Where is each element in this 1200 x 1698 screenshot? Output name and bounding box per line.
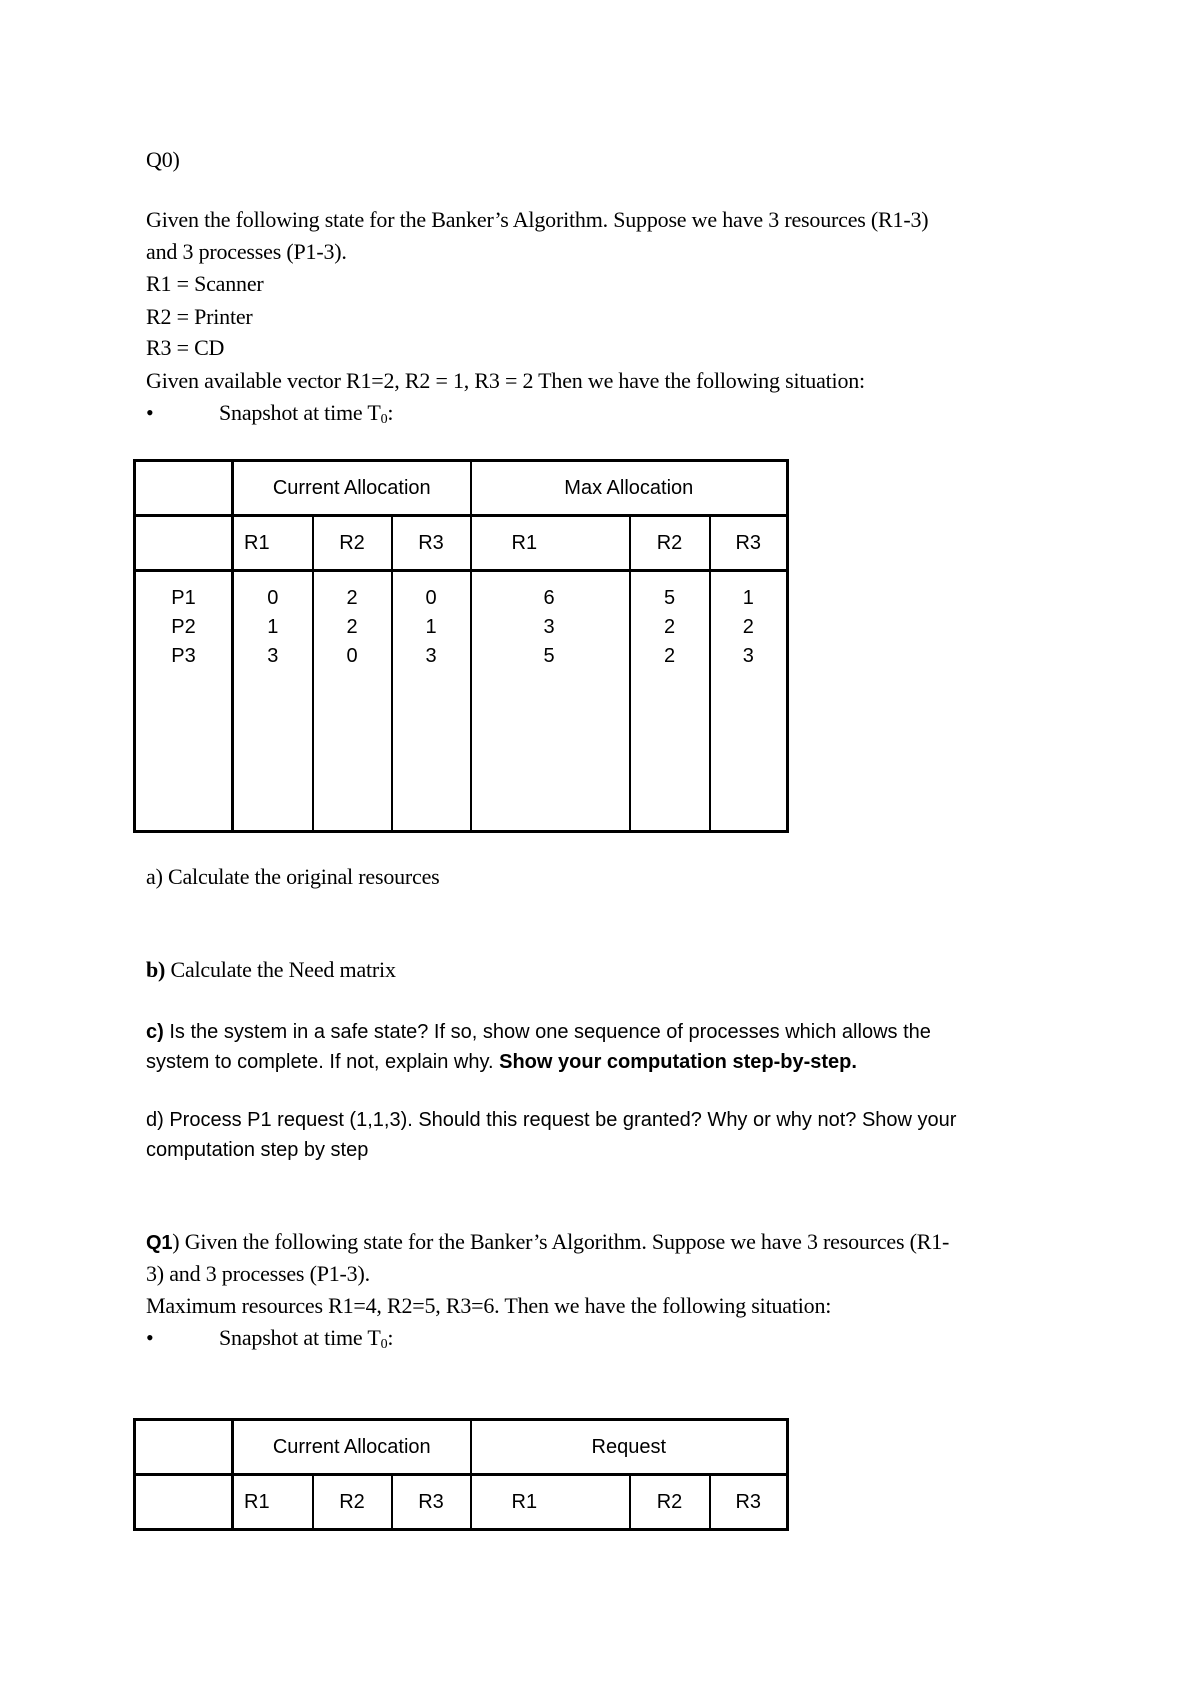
q1-col-request-r3: R3 (710, 1475, 788, 1530)
q0-snapshot-prefix: Snapshot at time T (219, 400, 381, 425)
q0-header-max-allocation: Max Allocation (471, 461, 788, 516)
q1-table-corner (135, 1420, 233, 1475)
q1-col-current-r1: R1 (233, 1475, 313, 1530)
q1-col-current-r3: R3 (392, 1475, 471, 1530)
q0-table (133, 459, 789, 833)
q0-current-r1-p1: 0 (267, 587, 279, 609)
q0-table-corner (135, 461, 233, 516)
q0-max-r2-p1: 5 (663, 587, 676, 609)
q0-part-a: a) Calculate the original resources (146, 864, 440, 889)
q0-part-c-label: c) (146, 1021, 164, 1043)
q0-part-d-line2: computation step by step (146, 1139, 369, 1161)
q1-snapshot-line (146, 1325, 393, 1353)
q1-intro-text1: ) Given the following state for the Banker’s Algorithm. Suppose we have 3 resources (R1- (172, 1229, 950, 1254)
q1-snapshot-prefix: Snapshot at time T (219, 1325, 381, 1350)
q0-intro-line2: and 3 processes (P1-3). (146, 239, 347, 264)
q0-col-max-r2: R2 (630, 516, 710, 571)
q0-col-max-r1: R1 (471, 516, 630, 571)
q0-max-r1-p2: 3 (543, 616, 555, 638)
q1-header-request: Request (471, 1420, 788, 1475)
q0-resource-r1: R1 = Scanner (146, 271, 264, 296)
q0-resource-r2: R2 = Printer (146, 304, 253, 329)
q0-max-r2-p2: 2 (663, 616, 676, 638)
q0-current-r3-p1: 0 (425, 587, 437, 609)
q0-col-current-r1: R1 (233, 516, 313, 571)
q0-current-r1-cell (233, 571, 313, 832)
q0-max-r3-p3: 3 (742, 645, 754, 667)
q0-col-max-r3: R3 (710, 516, 788, 571)
q1-table (133, 1418, 789, 1531)
q0-part-c-text2: system to complete. If not, explain why. (146, 1051, 500, 1073)
q0-snapshot-suffix: : (387, 400, 394, 425)
q0-current-r2-p2: 2 (346, 616, 358, 638)
bullet-icon: • (146, 400, 154, 425)
q1-snapshot-suffix: : (387, 1325, 394, 1350)
q1-intro-line2: 3) and 3 processes (P1-3). (146, 1261, 370, 1286)
q1-maximum-resources: Maximum resources R1=4, R2=5, R3=6. Then we have the following situation: (146, 1293, 832, 1318)
q1-snapshot-sub: 0 (380, 1337, 388, 1352)
q0-table-corner-sub (135, 516, 233, 571)
q0-max-r2-p3: 2 (663, 645, 676, 667)
process-p3: P3 (171, 645, 196, 667)
q0-max-r3-p2: 2 (742, 616, 754, 638)
q0-max-r3-p1: 1 (742, 587, 754, 609)
q1-label: Q1 (146, 1232, 173, 1254)
q0-available-vector: Given available vector R1=2, R2 = 1, R3 = 2 Then we have the following situation: (146, 368, 865, 393)
q0-header-current-allocation: Current Allocation (233, 461, 471, 516)
q0-label: Q0) (146, 147, 180, 172)
q1-intro-line1 (146, 1229, 949, 1255)
process-p2: P2 (171, 616, 196, 638)
q0-col-current-r3: R3 (392, 516, 471, 571)
q0-process-cell (135, 571, 233, 832)
q0-part-b-label: b) (146, 957, 166, 982)
q0-part-b-text: Calculate the Need matrix (165, 957, 396, 982)
q0-max-r3-cell (710, 571, 788, 832)
q0-part-c-text1: Is the system in a safe state? If so, show one sequence of processes which allows the (163, 1021, 931, 1043)
process-p1: P1 (171, 587, 196, 609)
bullet-icon: • (146, 1325, 154, 1350)
q0-current-r2-p3: 0 (346, 645, 358, 667)
q0-current-r1-p2: 1 (267, 616, 279, 638)
q0-current-r1-p3: 3 (267, 645, 279, 667)
q0-part-d-line1: d) Process P1 request (1,1,3). Should this request be granted? Why or why not? Show your (146, 1109, 957, 1131)
q0-current-r3-p3: 3 (425, 645, 437, 667)
q0-max-r1-p1: 6 (543, 587, 555, 609)
q0-part-c-line2 (146, 1051, 857, 1074)
q0-part-b (146, 957, 396, 983)
q1-header-current-allocation: Current Allocation (233, 1420, 471, 1475)
q0-part-c-line1 (146, 1021, 931, 1044)
q0-current-r3-p2: 1 (425, 616, 437, 638)
q0-snapshot-sub: 0 (380, 412, 388, 427)
q0-max-r2-cell (630, 571, 710, 832)
q0-part-c-bold: Show your computation step-by-step. (499, 1051, 857, 1073)
q0-col-current-r2: R2 (313, 516, 392, 571)
q1-table-corner-sub (135, 1475, 233, 1530)
q0-max-r1-cell (471, 571, 630, 832)
q0-current-r2-cell (313, 571, 392, 832)
q1-col-request-r1: R1 (471, 1475, 630, 1530)
q0-snapshot-line (146, 400, 393, 428)
q1-col-current-r2: R2 (313, 1475, 392, 1530)
q0-resource-r3: R3 = CD (146, 335, 225, 360)
q1-col-request-r2: R2 (630, 1475, 710, 1530)
q0-intro-line1: Given the following state for the Banker’s Algorithm. Suppose we have 3 resources (R1-3) (146, 207, 929, 232)
q0-current-r2-p1: 2 (346, 587, 358, 609)
q0-max-r1-p3: 5 (543, 645, 555, 667)
q0-current-r3-cell (392, 571, 471, 832)
